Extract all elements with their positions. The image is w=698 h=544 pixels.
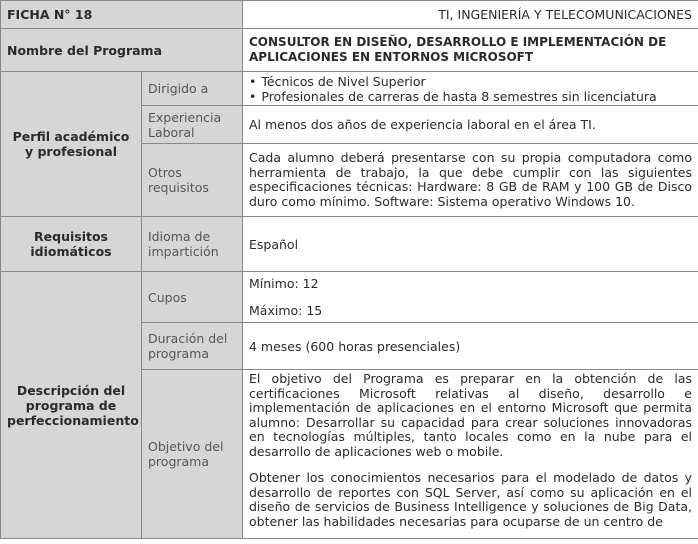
dirigido-value — [243, 72, 698, 106]
idioma-value: Español — [243, 217, 698, 272]
objetivo-label: Objetivo del programa — [142, 370, 243, 539]
programa-title: CONSULTOR EN DISEÑO, DESARROLLO E IMPLEMENTACIÓN DE APLICACIONES EN ENTORNOS MICROSOFT — [243, 29, 698, 72]
perfil-label: Perfil académico y profesional — [1, 72, 142, 217]
duracion-value: 4 meses (600 horas presenciales) — [243, 323, 698, 370]
ficha-number: FICHA N° 18 — [1, 1, 243, 29]
experiencia-label: Experiencia Laboral — [142, 106, 243, 144]
descripcion-label: Descripción del programa de perfeccionamiento — [1, 272, 142, 539]
otros-requisitos-label: Otros requisitos — [142, 144, 243, 217]
dirigido-list — [249, 74, 692, 104]
dirigido-label: Dirigido a — [142, 72, 243, 106]
experiencia-value: Al menos dos años de experiencia laboral en el área TI. — [243, 106, 698, 144]
objetivo-value — [243, 370, 698, 539]
ficha-area: TI, INGENIERÍA Y TELECOMUNICACIONES — [243, 1, 698, 29]
list-item: • Profesionales de carreras de hasta 8 semestres sin licenciatura — [249, 89, 692, 104]
programa-label: Nombre del Programa — [1, 29, 243, 72]
cupos-value — [243, 272, 698, 323]
cupos-max: Máximo: 15 — [249, 303, 323, 318]
cupos-label: Cupos — [142, 272, 243, 323]
idioma-label: Requisitos idiomáticos — [1, 217, 142, 272]
cupos-min: Mínimo: 12 — [249, 276, 319, 291]
objetivo-paragraph-2: Obtener los conocimientos necesarios para el modelado de datos y desarrollo de reportes con SQL Server, así como su aplicación en el diseño de servicios de Business Intelligence y soluciones de Big Data, obtener las habilidades necesarias para ocuparse de un centro de — [249, 470, 692, 529]
objetivo-text — [249, 372, 692, 538]
list-item: • Técnicos de Nivel Superior — [249, 74, 692, 89]
duracion-label: Duración del programa — [142, 323, 243, 370]
objetivo-paragraph-1: El objetivo del Programa es preparar en la obtención de las certificaciones Microsoft relativas al diseño, desarrollo e implementación de aplicaciones en el entorno Microsoft que permita alumno: Desarrollar su capacidad para crear soluciones innovadoras en tecnologías múltiples, tanto locales como en la nube para el desarrollo de aplicaciones web o mobile. — [249, 372, 692, 459]
otros-requisitos-value: Cada alumno deberá presentarse con su propia computadora como herramienta de trabajo, la que debe cumplir con las siguientes especificaciones técnicas: Hardware: 8 GB de RAM y 100 GB de Disco duro como mínimo. Software: Sistema operativo Windows 10. — [243, 144, 698, 217]
idioma-sub-label: Idioma de impartición — [142, 217, 243, 272]
